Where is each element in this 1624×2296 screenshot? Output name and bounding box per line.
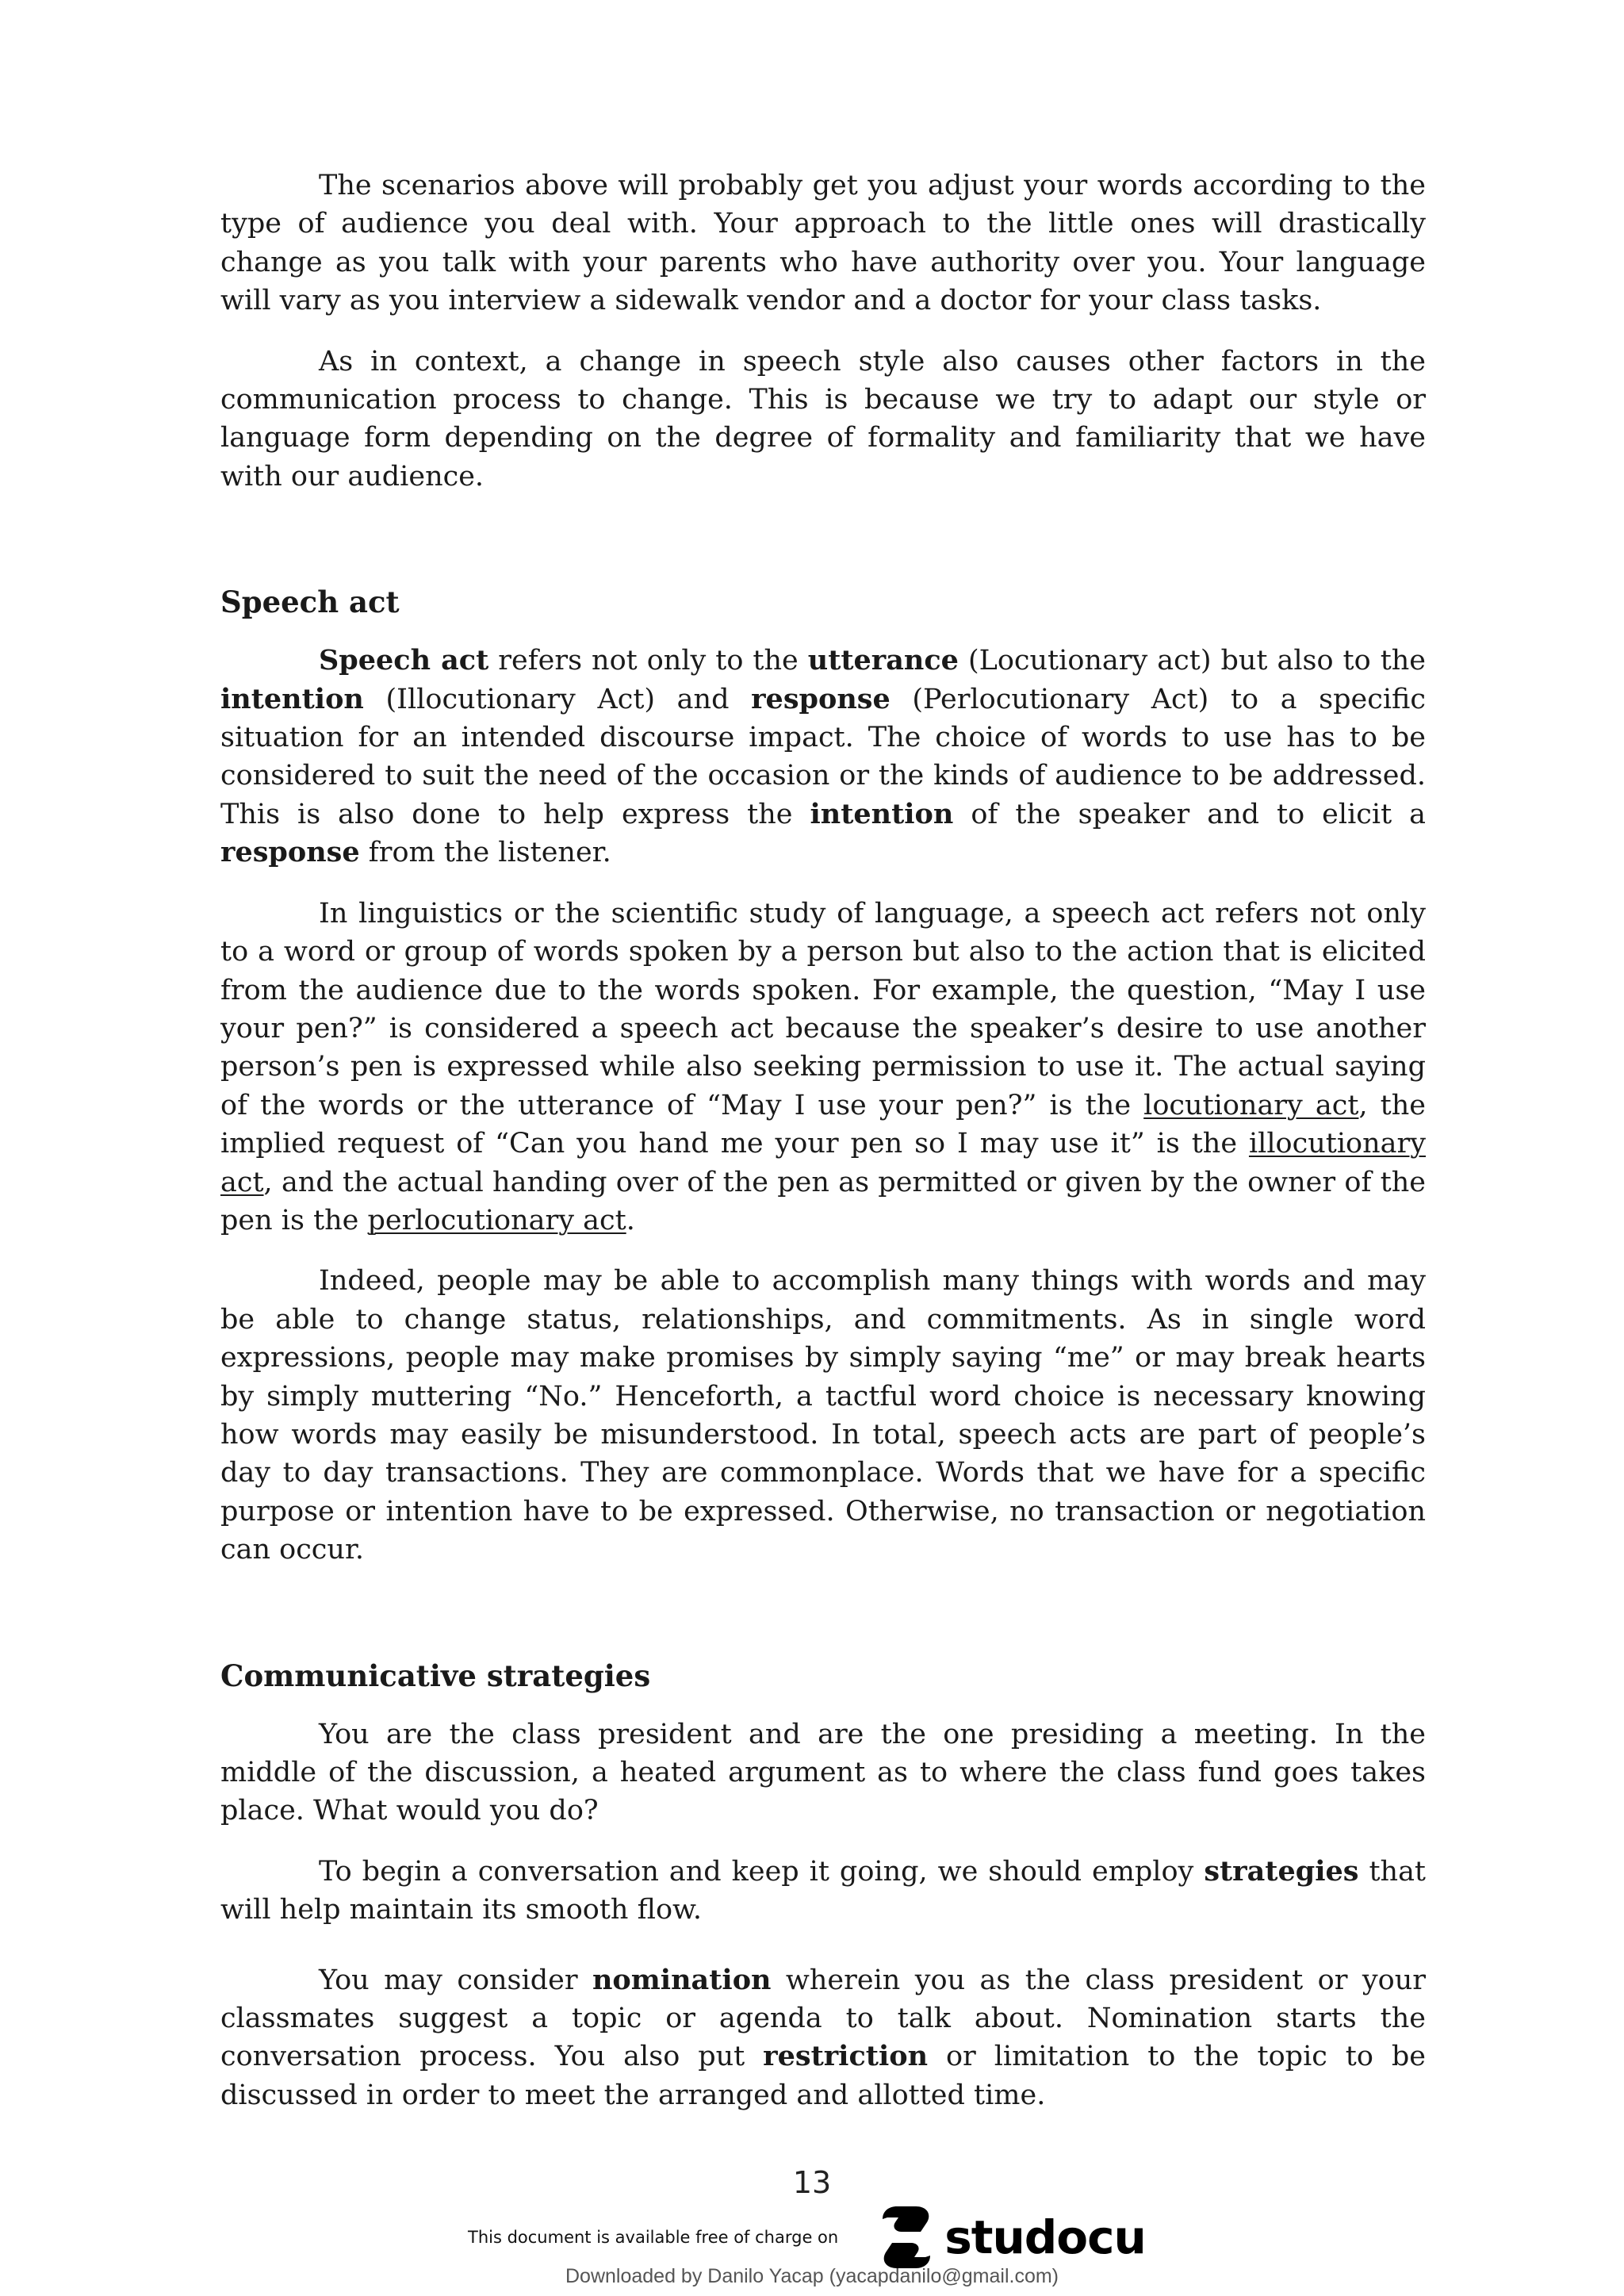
bold-term: response: [751, 682, 891, 715]
paragraph-nomination: You may consider nomination wherein you as the class president or your classmates suggest a topic or agenda to talk about. Nomination starts the conversation process. You also put restriction or limitation to the topic to be discussed in order to meet the arranged and allotted time.: [220, 1963, 1426, 2111]
bold-term: intention: [220, 682, 364, 715]
heading-communicative-strategies: Communicative strategies: [220, 1658, 651, 1693]
bold-term: utterance: [807, 644, 959, 677]
studocu-wordmark: studocu: [944, 2210, 1146, 2264]
paragraph-strategies: To begin a conversation and keep it going, we should employ strategies that will help maintain its smooth flow.: [220, 1854, 1427, 1926]
page-footer: [0, 2165, 1624, 2200]
studocu-logo[interactable]: [875, 2205, 1146, 2270]
availability-text: This document is available free of charge on: [468, 2228, 839, 2247]
bold-term: restriction: [763, 2040, 929, 2073]
paragraph-speech-act-definition: Speech act refers not only to the utterance (Locutionary act) but also to the intention (Illocutionary Act) and response (Perlocutionary Act) to a specific situation for an intended discourse impact. The choice of words to use has to be considered to suit the need of the occasion or the kinds of audience to be addressed. This is also done to help express the intention of the speaker and to elicit a response from the listener.: [220, 644, 1427, 869]
paragraph-class-president: You are the class president and are the one presiding a meeting. In the middle of the discussion, a heated argument as to where the class fund goes takes place. What would you do?: [220, 1718, 1426, 1827]
bold-term: strategies: [1204, 1854, 1359, 1888]
paragraph-context: As in context, a change in speech style also causes other factors in the communication process to change. This is because we try to adapt our style or language form depending on the degree of formality and familiarity that we have with our audience.: [220, 345, 1426, 493]
underlined-term: perlocutionary act: [367, 1204, 626, 1236]
page-number: 13: [792, 2165, 832, 2200]
heading-speech-act: Speech act: [220, 585, 400, 620]
studocu-banner[interactable]: [468, 2205, 1146, 2270]
underlined-term: illocutionary act: [220, 1128, 1426, 1198]
bold-term: nomination: [592, 1963, 772, 1996]
paragraph-indeed: Indeed, people may be able to accomplish many things with words and may be able to change status, relationships, and commitments. As in single word expressions, people may make promises by simply saying “me” or may break hearts by simply muttering “No.” Henceforth, a tactful word choice is necessary knowing how words may easily be misunderstood. In total, speech acts are part of people’s day to day transactions. They are commonplace. Words that we have for a specific purpose or intention have to be expressed. Otherwise, no transaction or negotiation can occur.: [220, 1265, 1426, 1566]
bold-term: response: [220, 836, 360, 869]
bold-term: intention: [810, 797, 954, 830]
downloaded-by-text: Downloaded by Danilo Yacap (yacapdanilo@gmail.com): [565, 2265, 1059, 2287]
studocu-logo-icon: [875, 2205, 938, 2270]
bold-term: Speech act: [319, 644, 489, 677]
paragraph-linguistics: In linguistics or the scientific study of language, a speech act refers not only to a word or group of words spoken by a person but also to the action that is elicited from the audience due to the words spoken. For example, the question, “May I use your pen?” is considered a speech act because the speaker’s desire to use another person’s pen is expressed while also seeking permission to use it. The actual saying of the words or the utterance of “May I use your pen?” is the locutionary act, the implied request of “Can you hand me your pen so I may use it” is the illocutionary act, and the actual handing over of the pen as permitted or given by the owner of the pen is the perlocutionary act.: [220, 897, 1426, 1236]
underlined-term: locutionary act: [1143, 1089, 1359, 1121]
paragraph-scenarios: The scenarios above will probably get you adjust your words according to the type of audience you deal with. Your approach to the little ones will drastically change as you talk with your parents who have authority over you. Your language will vary as you interview a sidewalk vendor and a doctor for your class tasks.: [220, 170, 1426, 317]
